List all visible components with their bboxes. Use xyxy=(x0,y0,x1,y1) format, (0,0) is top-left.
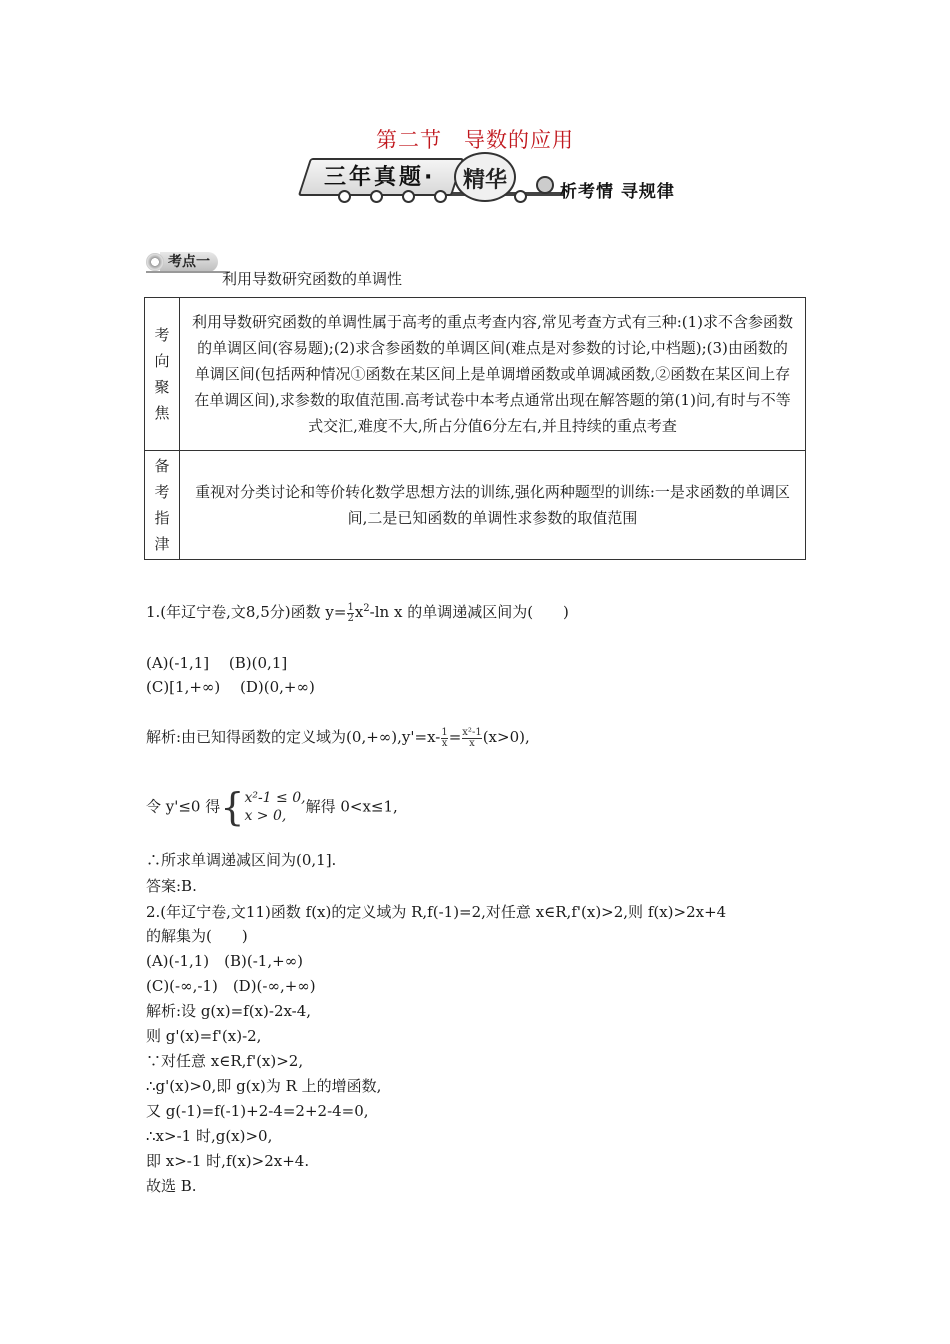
row-text-guide: 重视对分类讨论和等价转化数学思想方法的训练,强化两种题型的训练:一是求函数的单调区间,二是已知函数的单调性求参数的取值范围 xyxy=(180,451,806,560)
badge-underline xyxy=(146,271,228,273)
point-topic: 利用导数研究函数的单调性 xyxy=(222,270,403,288)
point-badge xyxy=(146,252,218,272)
banner-circle-text: 精华 xyxy=(462,168,507,193)
banner-main-text: 三年真题· xyxy=(324,165,436,190)
q2-options-1: (A)(-1,1) (B)(-1,+∞) xyxy=(146,952,304,970)
q1-condition: 令 y'≤0 得{ x²-1 ≤ 0, x > 0, 解得 0<x≤1, xyxy=(146,785,398,829)
row-text-focus: 利用导数研究函数的单调性属于高考的重点考查内容,常见考查方式有三种:(1)求不含参函数的单调区间(容易题);(2)求含参函数的单调区间(难点是对参数的讨论,中档题);(3)由函数的单调区间(包括两种情况①函数在某区间上是单调增函数或单调减函数,②函数在某区间上存在单调区间),求参数的取值范围.高考试卷中本考点通常出现在解答题的第(1)问,有时与不等式交汇,难度不大,所占分值6分左右,并且持续的重点考查 xyxy=(180,298,806,451)
q2-stem-2: 的解集为( ) xyxy=(146,927,248,945)
q1-stem: 1.(年辽宁卷,文8,5分)函数 y= $\frac{1}{2}$ $x^2-\ln$ x 的单调递减区间为( ) xyxy=(146,601,569,624)
row-label-guide: 备 考 指 津 xyxy=(145,451,180,560)
fraction: $\frac{\text{x²-1}}{x}$ xyxy=(462,726,482,749)
q1-answer: 答案:B. xyxy=(146,877,197,895)
q2-options-2: (C)(-∞,-1) (D)(-∞,+∞) xyxy=(146,977,316,995)
q1-conclusion: ∴所求单调递减区间为(0,1]. xyxy=(146,851,337,869)
disc-icon xyxy=(146,253,164,271)
banner-subtitle: 析考情 寻规律 xyxy=(560,182,675,202)
q2-analysis-line: ∴g'(x)>0,即 g(x)为 R 上的增函数, xyxy=(146,1077,382,1095)
q2-analysis-line: ∵对任意 x∈R,f'(x)>2, xyxy=(146,1052,304,1070)
banner-circle-badge xyxy=(454,152,516,202)
banner xyxy=(298,152,678,206)
q1-options-1: (A)(-1,1] (B)(0,1] xyxy=(146,654,288,672)
q2-analysis-line: ∴x>-1 时,g(x)>0, xyxy=(146,1127,273,1145)
q2-analysis-line: 又 g(-1)=f(-1)+2-4=2+2-4=0, xyxy=(146,1102,369,1120)
row-label-focus: 考 向 聚 焦 xyxy=(145,298,180,451)
table-row xyxy=(145,451,806,560)
section-title: 第二节 导数的应用 xyxy=(376,128,574,152)
q1-options-2: (C)[1,+∞) (D)(0,+∞) xyxy=(146,678,315,696)
q2-stem-1: 2.(年辽宁卷,文11)函数 f(x)的定义域为 R,f(-1)=2,对任意 x∈R,f'(x)>2,则 f(x)>2x+4 xyxy=(146,903,727,921)
system-brace: { x²-1 ≤ 0, x > 0, xyxy=(220,785,306,829)
fraction: $\frac{1}{2}$ xyxy=(347,601,354,624)
q2-analysis-line: 则 g'(x)=f'(x)-2, xyxy=(146,1027,262,1045)
point-badge-label: 考点一 xyxy=(160,252,218,272)
q1-analysis: 解析:由已知得函数的定义域为(0,+∞),y'=x- $\frac{1}{x}$ = $\frac{\text{x²-1}}{x}$ (x>0), xyxy=(146,726,530,749)
fraction: $\frac{1}{x}$ xyxy=(441,726,448,749)
exam-focus-table xyxy=(144,297,806,560)
q2-answer: 故选 B. xyxy=(146,1177,197,1195)
table-row xyxy=(145,298,806,451)
q2-analysis-line: 解析:设 g(x)=f(x)-2x-4, xyxy=(146,1002,312,1020)
banner-end-icon xyxy=(536,176,554,194)
q2-analysis-line: 即 x>-1 时,f(x)>2x+4. xyxy=(146,1152,310,1170)
